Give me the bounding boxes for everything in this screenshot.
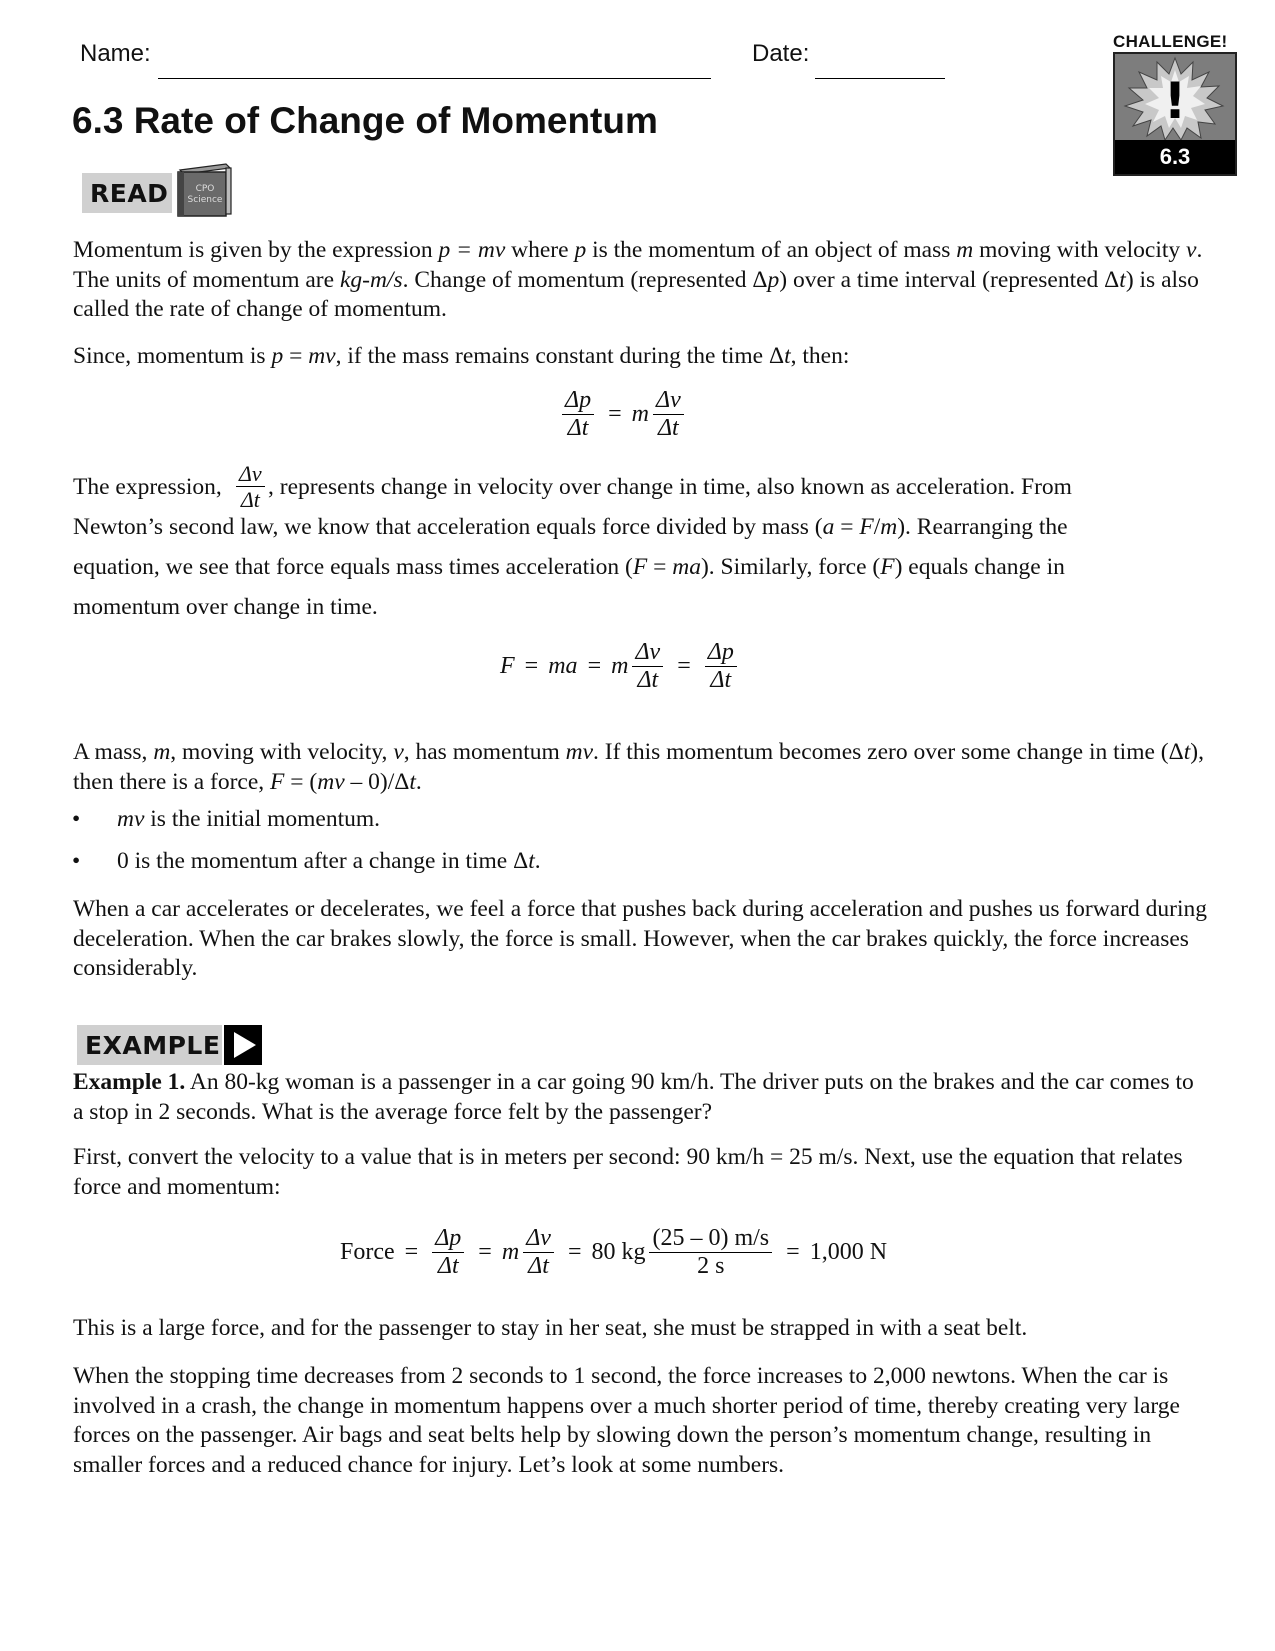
expression-line: The expression, (73, 474, 222, 500)
svg-text:Science: Science (187, 195, 223, 205)
play-arrow-icon (224, 1025, 262, 1065)
date-label: Date: (752, 40, 810, 67)
example-label: EXAMPLE (85, 1030, 221, 1060)
since-paragraph: Since, momentum is p = mv, if the mass remains constant during the time Δt, then: (73, 343, 850, 369)
inline-fraction: $\frac{\Delta v}{\Delta t}$ (232, 462, 269, 511)
challenge-number: 6.3 (1115, 140, 1235, 174)
bullet-marker: • (72, 848, 81, 874)
read-label: READ (90, 178, 169, 208)
bullet-final-momentum: 0 is the momentum after a change in time Δt. (117, 848, 541, 874)
starburst-icon (1115, 54, 1235, 140)
book-icon (174, 162, 234, 218)
momentum-time-line: momentum over change in time. (73, 594, 378, 620)
challenge-badge (1113, 52, 1237, 176)
exclamation-icon: ! (1163, 72, 1187, 130)
equation-force: F = ma = m $\frac{\Delta v}{\Delta t}$ = $\frac{\Delta p}{\Delta t}$ (500, 640, 741, 693)
date-line[interactable] (815, 78, 945, 79)
challenge-label: CHALLENGE! (1113, 32, 1228, 51)
intro-paragraph: Momentum is given by the expression p = mv where p is the momentum of an object of mass m moving with velocity v. The units of momentum are kg-m/s. Change of momentum (represented Δp) over a time interval (represented Δt) is also called the rate of change of momentum. (73, 237, 1203, 322)
name-line[interactable] (158, 78, 711, 79)
seat-belt-paragraph: This is a large force, and for the passenger to stay in her seat, she must be strapped in with a seat belt. (73, 1315, 1028, 1341)
equation-example-force: Force = $\frac{\Delta p}{\Delta t}$ = m $\frac{\Delta v}{\Delta t}$ = 80 kg $\frac{(25 - 0) m/s}{2 s}$ = 1,000 N (340, 1225, 888, 1280)
bullet-marker: • (72, 806, 81, 832)
expression-line-rest: , represents change in velocity over change in time, also known as acceleration. From (268, 474, 1072, 500)
convert-paragraph: First, convert the velocity to a value that is in meters per second: 90 km/h = 25 m/s. Next, use the equation that relates force and momentum: (73, 1144, 1183, 1200)
example-tag (77, 1025, 222, 1065)
newton-line: Newton’s second law, we know that acceleration equals force divided by mass (a = F/m). Rearranging the (73, 514, 1068, 540)
bullet-initial-momentum: mv is the initial momentum. (117, 806, 381, 832)
svg-text:CPO: CPO (195, 184, 215, 194)
equation-momentum-rate: $\frac{\Delta p}{\Delta t}$ = m $\frac{\Delta v}{\Delta t}$ (558, 388, 688, 441)
page-title: 6.3 Rate of Change of Momentum (72, 100, 658, 141)
name-label: Name: (80, 40, 151, 67)
example-1-paragraph: Example 1. An 80-kg woman is a passenger in a car going 90 km/h. The driver puts on the brakes and the car comes to a stop in 2 seconds. What is the average force felt by the passenger? (73, 1069, 1194, 1125)
rearranging-line: equation, we see that force equals mass times acceleration (F = ma). Similarly, force (F) equals change in (73, 554, 1065, 580)
crash-paragraph: When the stopping time decreases from 2 seconds to 1 second, the force increases to 2,000 newtons. When the car is involved in a crash, the change in momentum happens over a much shorter period of time, thereby creating very large forces on the passenger. Air bags and seat belts help by slowing down the person’s momentum change, resulting in smaller forces and a reduced chance for injury. Let’s look at some numbers. (73, 1363, 1180, 1478)
mass-paragraph: A mass, m, moving with velocity, v, has momentum mv. If this momentum becomes zero over some change in time (Δt), then there is a force, F = (mv – 0)/Δt. (73, 739, 1204, 795)
car-paragraph: When a car accelerates or decelerates, we feel a force that pushes back during acceleration and pushes us forward during deceleration. When the car brakes slowly, the force is small. However, when the car brakes quickly, the force increases considerably. (73, 896, 1207, 981)
read-tag (82, 173, 172, 213)
